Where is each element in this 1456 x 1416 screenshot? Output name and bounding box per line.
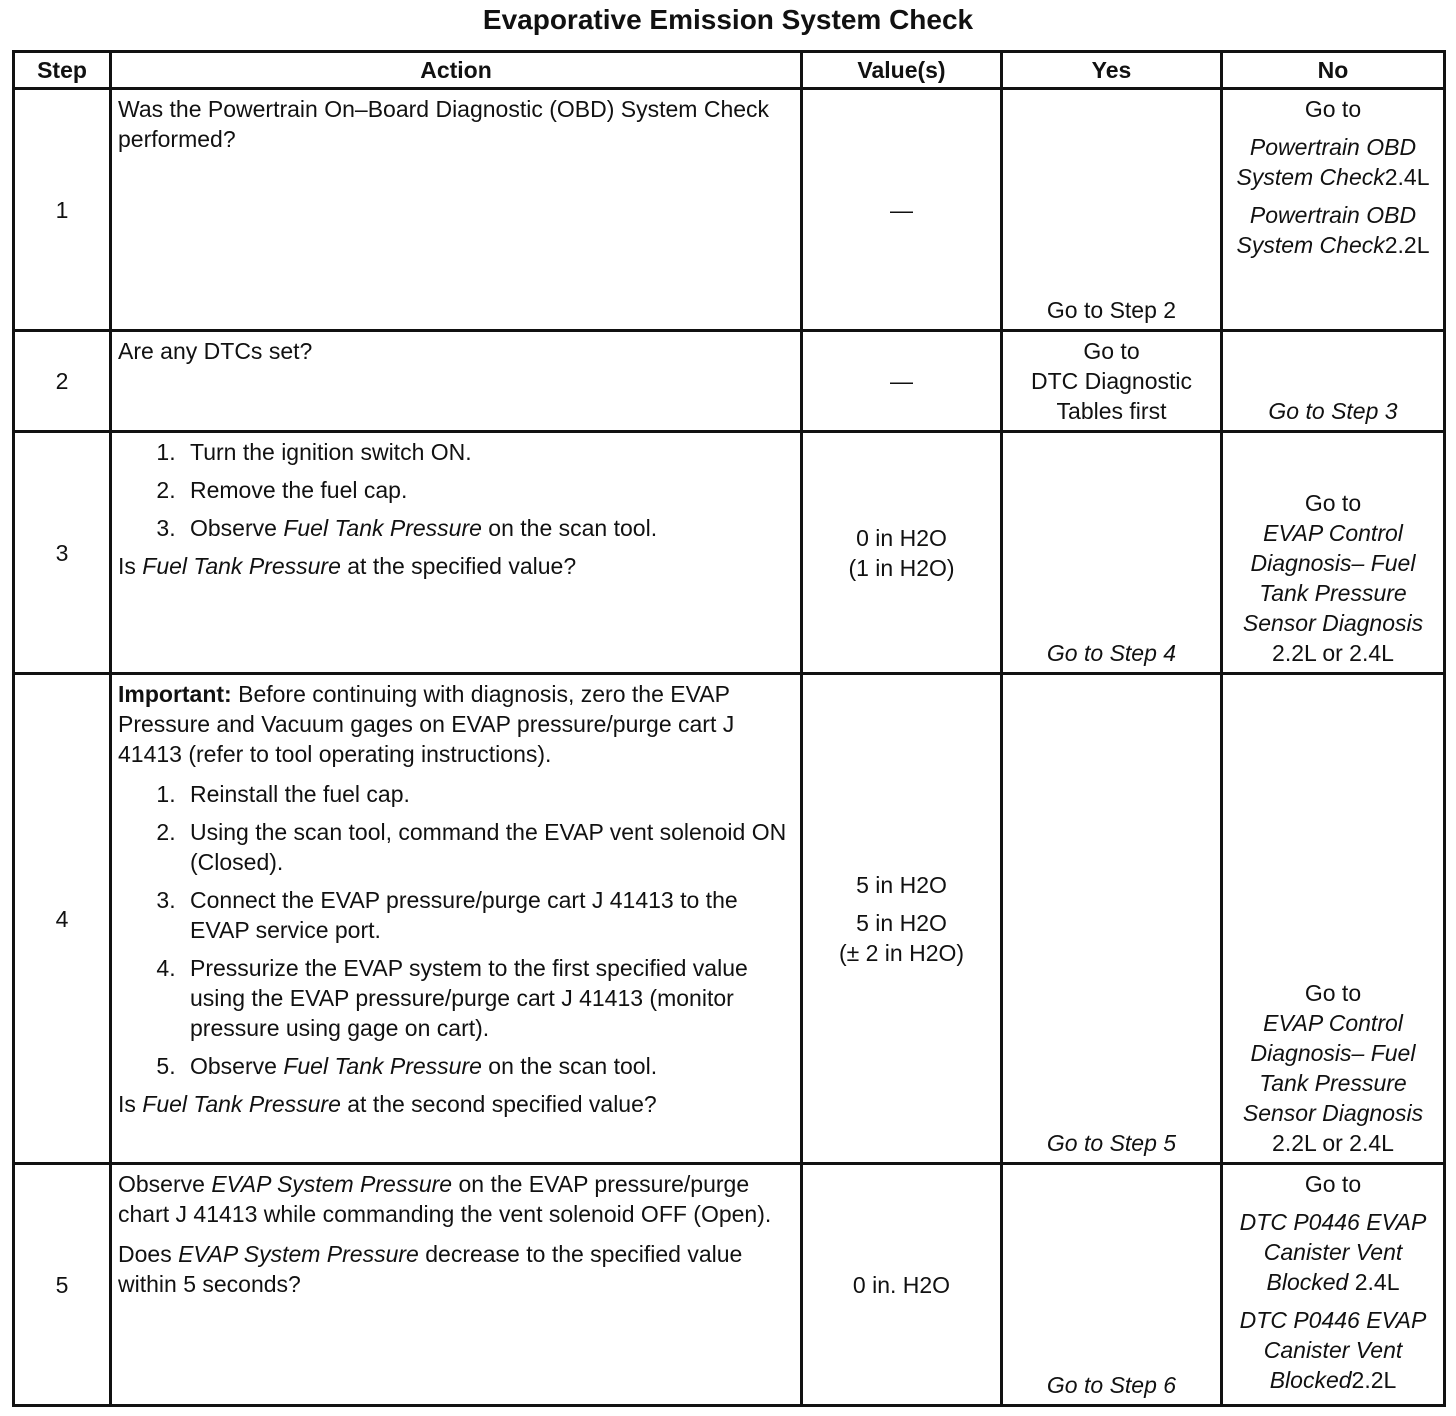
list-item: 3. Observe Fuel Tank Pressure on the scan tool. [182, 513, 794, 543]
yes-cell: Go to Step 4 [1002, 432, 1222, 674]
no-cell [1222, 89, 1445, 331]
table-row [14, 1164, 1445, 1406]
yes-cell: Go to Step 6 [1002, 1164, 1222, 1406]
header-step: Step [14, 52, 111, 89]
header-yes: Yes [1002, 52, 1222, 89]
action-cell [111, 432, 802, 674]
list-item: 1. Turn the ignition switch ON. [182, 437, 794, 467]
yes-cell: Go to Step 2 [1002, 89, 1222, 331]
step-number: 4 [14, 674, 111, 1164]
value-cell: 5 in H2O 5 in H2O (± 2 in H2O) [802, 674, 1002, 1164]
list-item: 5. Observe Fuel Tank Pressure on the scan tool. [182, 1051, 794, 1081]
goto-text: Go to [1304, 96, 1362, 122]
action-text: Was the Powertrain On–Board Diagnostic (OBD) System Check performed? [118, 96, 770, 152]
step-number: 1 [14, 89, 111, 331]
value-cell: — [802, 89, 1002, 331]
important-note: Important: Before continuing with diagnosis, zero the EVAP Pressure and Vacuum gages on EVAP pressure/purge cart J 41413 (refer to tool operating instructions). [118, 681, 735, 767]
action-text: Are any DTCs set? [118, 338, 313, 364]
step-number: 5 [14, 1164, 111, 1406]
ref-link: DTC P0446 EVAP Canister Vent Blocked2.2L [1239, 1307, 1427, 1393]
question-text: Is Fuel Tank Pressure at the second specified value? [118, 1091, 657, 1117]
ref-link: Powertrain OBD System Check2.2L [1236, 202, 1430, 258]
list-item: 4. Pressurize the EVAP system to the first specified value using the EVAP pressure/purge cart J 41413 (monitor pressure using gage on cart). [182, 953, 794, 1043]
table-row [14, 89, 1445, 331]
no-cell: Go to EVAP Control Diagnosis– Fuel Tank Pressure Sensor Diagnosis 2.2L or 2.4L [1222, 432, 1445, 674]
list-item: 2. Remove the fuel cap. [182, 475, 794, 505]
action-steps [118, 437, 794, 543]
step-number: 3 [14, 432, 111, 674]
action-paragraph: Observe EVAP System Pressure on the EVAP pressure/purge chart J 41413 while commanding the vent solenoid OFF (Open). [118, 1171, 772, 1227]
yes-cell: Go to DTC Diagnostic Tables first [1002, 331, 1222, 432]
ref-link: Powertrain OBD System Check2.4L [1236, 134, 1430, 190]
action-cell [111, 89, 802, 331]
table-header-row [14, 52, 1445, 89]
header-no: No [1222, 52, 1445, 89]
ref-link: EVAP Control Diagnosis– Fuel Tank Pressure Sensor Diagnosis [1242, 520, 1424, 636]
table-row [14, 432, 1445, 674]
value-cell: — [802, 331, 1002, 432]
header-action: Action [111, 52, 802, 89]
table-row [14, 674, 1445, 1164]
header-values: Value(s) [802, 52, 1002, 89]
ref-link: EVAP Control Diagnosis– Fuel Tank Pressure Sensor Diagnosis [1242, 1010, 1424, 1126]
action-steps [118, 779, 794, 1081]
no-cell: Go to EVAP Control Diagnosis– Fuel Tank Pressure Sensor Diagnosis 2.2L or 2.4L [1222, 674, 1445, 1164]
list-item: 3. Connect the EVAP pressure/purge cart J 41413 to the EVAP service port. [182, 885, 794, 945]
page-title: Evaporative Emission System Check [482, 4, 974, 35]
list-item: 2. Using the scan tool, command the EVAP vent solenoid ON (Closed). [182, 817, 794, 877]
action-cell [111, 674, 802, 1164]
list-item: 1. Reinstall the fuel cap. [182, 779, 794, 809]
yes-cell: Go to Step 5 [1002, 674, 1222, 1164]
no-cell: Go to Step 3 [1222, 331, 1445, 432]
question-text: Is Fuel Tank Pressure at the specified value? [118, 553, 577, 579]
value-cell: 0 in H2O (1 in H2O) [802, 432, 1002, 674]
diagnostic-table [12, 50, 1446, 1407]
table-row [14, 331, 1445, 432]
no-cell: Go to DTC P0446 EVAP Canister Vent Blocked 2.4L DTC P0446 EVAP Canister Vent Blocked2.2L [1222, 1164, 1445, 1406]
ref-link: DTC P0446 EVAP Canister Vent Blocked 2.4L [1239, 1209, 1427, 1295]
value-cell: 0 in. H2O [802, 1164, 1002, 1406]
step-number: 2 [14, 331, 111, 432]
action-cell [111, 331, 802, 432]
action-cell [111, 1164, 802, 1406]
question-text: Does EVAP System Pressure decrease to the specified value within 5 seconds? [118, 1241, 743, 1297]
